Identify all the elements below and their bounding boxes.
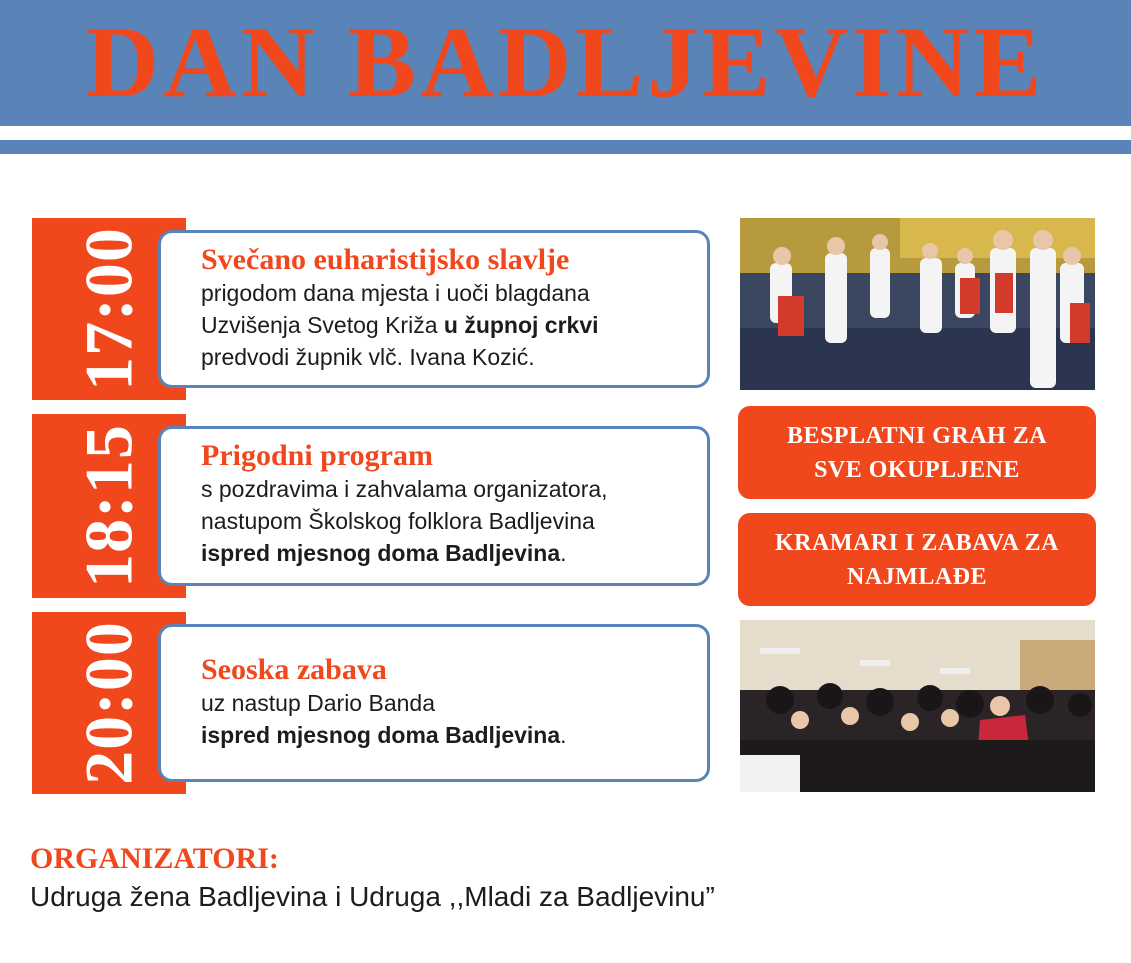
event-time: 18:15	[70, 424, 147, 588]
event-card-mass	[158, 230, 710, 388]
event-line	[201, 537, 707, 569]
event-time: 17:00	[70, 227, 147, 391]
village-party-photo	[740, 620, 1095, 792]
event-title: Svečano euharistijsko slavlje	[201, 243, 570, 276]
kids-fun-banner	[738, 513, 1096, 606]
event-card-party	[158, 624, 710, 782]
event-line: prigodom dana mjesta i uoči blagdana	[201, 280, 590, 306]
promo-line: KRAMARI I ZABAVA ZA	[775, 530, 1059, 556]
organizers-text: Udruga žena Badljevina i Udruga ,,Mladi za Badljevinu”	[30, 881, 715, 912]
promo-line: BESPLATNI GRAH ZA	[786, 423, 1048, 449]
event-location: u župnoj crkvi	[443, 312, 599, 338]
event-time: 20:00	[70, 621, 147, 785]
event-line: predvodi župnik vlč. Ivana Kozić.	[201, 344, 535, 370]
event-text: Uzvišenja Svetog Križa	[201, 312, 444, 338]
event-line	[201, 719, 707, 751]
folk-dance-photo	[740, 218, 1095, 390]
event-line: uz nastup Dario Banda	[201, 690, 435, 716]
event-location: ispred mjesnog doma Badljevina	[201, 722, 561, 748]
event-text: .	[560, 722, 567, 748]
promo-line: SVE OKUPLJENE	[814, 457, 1020, 483]
event-text: .	[560, 540, 567, 566]
event-line	[201, 309, 707, 341]
event-card-program	[158, 426, 710, 586]
promo-line: NAJMLAĐE	[847, 564, 987, 590]
event-location: ispred mjesnog doma Badljevina	[201, 540, 561, 566]
event-title: Prigodni program	[201, 439, 433, 472]
header-stripe	[0, 140, 1131, 154]
free-beans-banner	[738, 406, 1096, 499]
page-title: DAN BADLJEVINE	[85, 6, 1046, 119]
event-line: s pozdravima i zahvalama organizatora,	[201, 476, 608, 502]
organizers-heading: ORGANIZATORI:	[30, 842, 279, 875]
event-title: Seoska zabava	[201, 653, 387, 686]
event-line: nastupom Školskog folklora Badljevina	[201, 508, 595, 534]
